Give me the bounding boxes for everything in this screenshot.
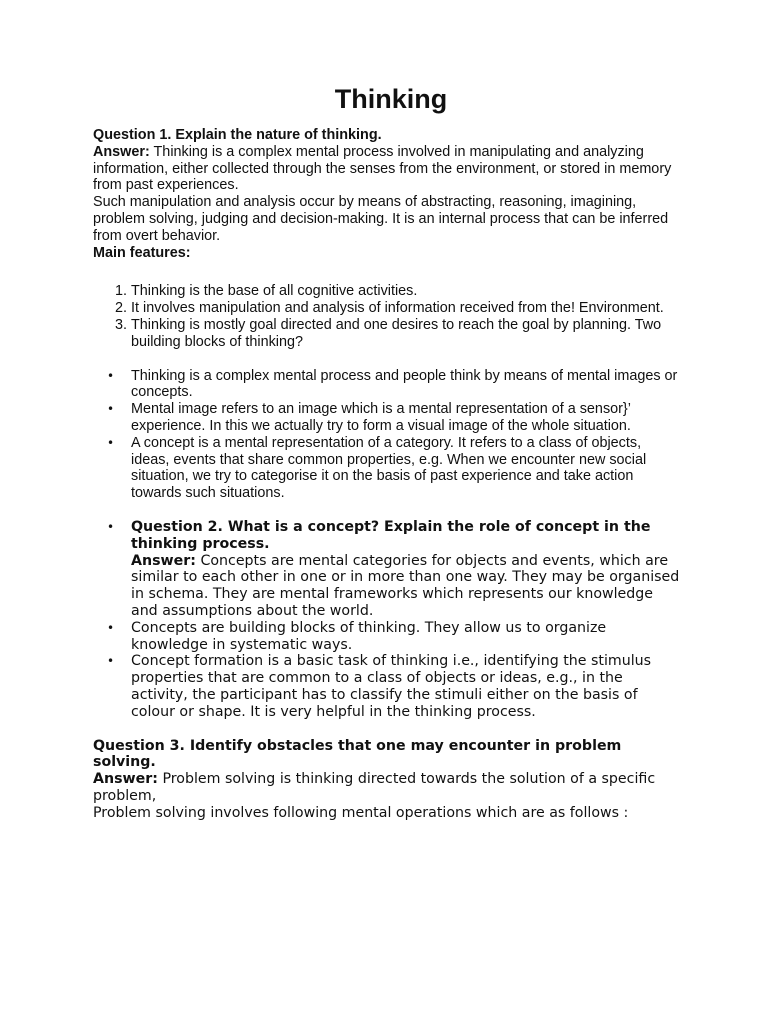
list-item: 2. It involves manipulation and analysis of information received from the! Environment.: [131, 300, 683, 317]
list-item: • Thinking is a complex mental process and people think by means of mental images or concepts.: [131, 368, 683, 402]
question-1-heading: Question 1. Explain the nature of thinking.: [93, 127, 382, 143]
bullet-line: ideas, events that share common properties, e.g. When we encounter new social situation, we try to categorise it on the basis of past experience and take action towards such situations.: [131, 451, 647, 502]
question-2-section: [93, 519, 683, 721]
question-3-heading: Question 3. Identify obstacles that one may encounter in problem solving.: [93, 737, 622, 771]
list-item: • Concept formation is a basic task of thinking i.e., identifying the stimulus properties that are common to a class of objects or ideas, e.g., in the activity, the participant has to classify the stimuli either on the basis of colour or shape. It is very helpful in the thinking process.: [131, 653, 683, 720]
answer-label: Answer:: [93, 143, 150, 160]
answer-label: Answer:: [131, 552, 196, 569]
answer-text: Thinking is a complex mental process involved in manipulating and analyzing information, either collected through the senses from the environment, or stored in memory from past experiences.: [93, 143, 672, 194]
list-item: • Concepts are building blocks of thinking. They allow us to organize knowledge in systematic ways.: [131, 620, 683, 654]
list-item: • Mental image refers to an image which is a mental representation of a sensor}’ experience. In this we actually try to form a visual image of the whole situation.: [131, 401, 683, 435]
answer-text: Problem solving is thinking directed towards the solution of a specific problem,: [93, 771, 656, 804]
question-3-paragraph: Problem solving involves following mental operations which are as follows :: [93, 804, 629, 821]
question-3-section: [93, 738, 683, 822]
page-title: Thinking: [334, 84, 448, 114]
question-2-heading: Question 2. What is a concept? Explain the role of concept in the thinking process.: [131, 518, 651, 552]
answer-label: Answer:: [93, 771, 158, 788]
main-features-label: Main features:: [93, 244, 191, 261]
list-item: [131, 519, 683, 620]
list-item: 3. Thinking is mostly goal directed and one desires to reach the goal by planning. Two building blocks of thinking?: [131, 317, 683, 351]
question-1-paragraph: Such manipulation and analysis occur by means of abstracting, reasoning, imagining, problem solving, judging and decision-making. It is an internal process that can be inferred from overt behavior.: [93, 194, 669, 244]
question-2-list: [93, 519, 683, 721]
features-list: [93, 283, 683, 350]
list-item: 1. Thinking is the base of all cognitive activities.: [131, 283, 683, 300]
question-1-section: [93, 127, 683, 502]
question-3-answer: [93, 771, 683, 805]
document-page: [93, 84, 683, 821]
concepts-bullet-list: [93, 368, 683, 502]
answer-text: Concepts are mental categories for objects and events, which are similar to each other in one or in more than one way. They may be organised in schema. They are mental frameworks which represents our knowledge and assumptions about the world.: [131, 552, 680, 619]
list-item: [131, 435, 683, 502]
question-1-answer: [93, 144, 683, 194]
bullet-line: A concept is a mental representation of a category. It refers to a class of objects,: [131, 434, 642, 451]
